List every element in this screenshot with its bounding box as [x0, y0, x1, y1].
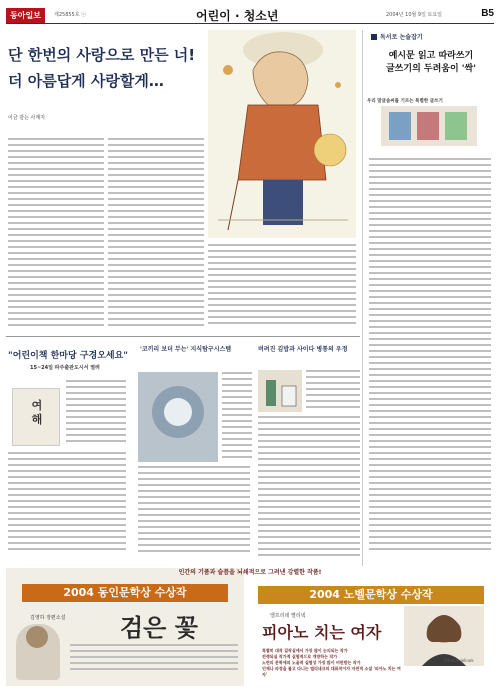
- masthead: [6, 6, 494, 24]
- ad-right-author: 엘프리데 옐리넥: [270, 613, 306, 619]
- mid-headline-friendship: 버려진 김밥과 사이다 병통의 우정: [258, 346, 348, 353]
- ad-right-copy: 특별히 대작 걸작실에서 가장 많이 논의되는 작가 전쟁되실 작가적 실험적으로 개방하는 작가 노련의 문학에의 노골적 실험성 가장 많이 비판받는 작가 언제나 파장을 몰고 다니는 엘리네크의 대표작이자 자전적 소설 '피아노 치는 여자': [262, 648, 401, 677]
- ad-left-copy: [70, 644, 238, 674]
- newspaper-logo: 동아일보: [6, 8, 45, 23]
- main-illustration: [208, 30, 356, 238]
- byline: 이금 감는 사계지: [8, 115, 45, 121]
- sidebar-reading-column: [362, 30, 494, 566]
- fair-article-body: [66, 380, 126, 450]
- knowledge-photo: [138, 372, 218, 462]
- mid-subheadline-fair: 15~24일 파주출판도시서 열려: [30, 365, 100, 371]
- section-title: 어린이 · 청소년: [196, 9, 279, 23]
- headline-line-2: 더 아름답게 사랑할게…: [8, 72, 164, 90]
- friendship-illustration: [258, 370, 302, 412]
- main-headline: [8, 42, 218, 94]
- sidebar-tag: 독서로 논술잡기: [371, 32, 423, 41]
- friendship-article-body-2: [258, 416, 360, 560]
- headline-line-1: 단 한번의 사랑으로 만든 너!: [8, 46, 196, 64]
- section-divider: [6, 336, 360, 337]
- ad-banner-text: 인간의 기품과 슬픔을 뇌쇄적으로 그려낸 강렬한 작품!: [178, 569, 322, 576]
- article-body-col2: [108, 138, 204, 328]
- knowledge-article-body: [138, 466, 250, 560]
- friendship-article-body: [306, 370, 360, 412]
- publish-date: 2004년 10월 9일 토요일: [386, 12, 443, 18]
- knowledge-article-body-side: [222, 372, 252, 462]
- ad-right-book-title: 피아노 치는 여자: [262, 623, 382, 642]
- ad-right-photo-caption: Elfriede Jelinek: [444, 658, 474, 663]
- ad-left-award: 2004 동인문학상 수상작: [22, 584, 228, 602]
- sidebar-subtitle: 우리 말글솜씨를 기르는 특별한 글쓰기: [367, 99, 443, 104]
- author-photo-head: [26, 626, 48, 648]
- ad-right-author-photo: [404, 606, 484, 666]
- fair-article-body-2: [8, 452, 126, 560]
- sidebar-book-image: [381, 106, 477, 146]
- ad-left-author: 김영하 장편소설: [30, 615, 66, 621]
- ad-right-award: 2004 노벨문학상 수상작: [258, 586, 484, 604]
- page-number: B5: [481, 8, 494, 19]
- mid-headline-knowledge: '코끼리 보더 무는' 지식탐구시스템: [140, 346, 232, 353]
- article-body-col1: [8, 138, 104, 328]
- article-body-col3: [208, 244, 356, 328]
- sidebar-title: 예시문 읽고 따라쓰기 글쓰기의 두려움이 '싹': [385, 51, 477, 74]
- issue-number: 제25855호 ⓒ: [54, 12, 87, 18]
- book-icon: [371, 34, 377, 40]
- book-cover-image: 여 해: [12, 388, 60, 446]
- ad-left-book-title: 검은 꽃: [120, 613, 198, 642]
- sidebar-body: [369, 158, 491, 558]
- mid-headline-fair: "어린이책 한마당 구경오세요": [8, 351, 128, 361]
